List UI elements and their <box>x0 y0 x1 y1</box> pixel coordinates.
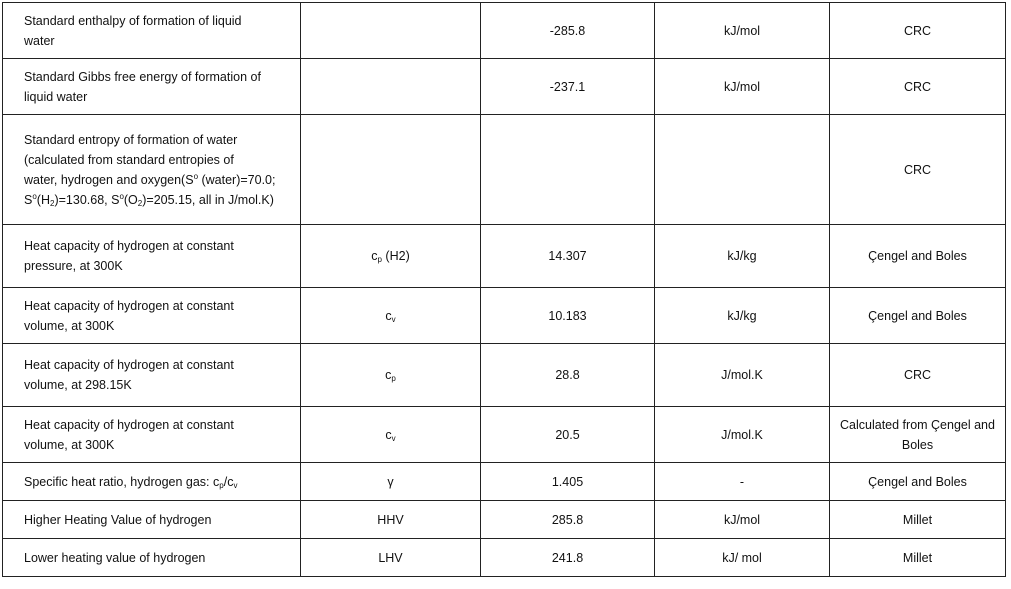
text-run: Higher Heating Value of hydrogen <box>24 512 212 527</box>
subscript: 2 <box>50 198 55 208</box>
symbol-cell <box>301 463 481 501</box>
unit-cell: - <box>655 463 830 501</box>
symbol-cell <box>301 225 481 288</box>
source-cell <box>830 288 1006 344</box>
text-run: CRC <box>903 79 932 94</box>
property-cell <box>3 501 301 539</box>
unit-cell: kJ/kg <box>655 225 830 288</box>
symbol-cell <box>301 501 481 539</box>
property-cell <box>3 463 301 501</box>
property-cell <box>3 225 301 288</box>
value-cell: 285.8 <box>481 501 655 539</box>
text-run: CRC <box>903 162 932 177</box>
property-cell <box>3 288 301 344</box>
subscript: p <box>391 374 396 383</box>
text-run: Çengel and Boles <box>868 308 967 323</box>
text-run: volume, at 298.15K <box>24 378 132 392</box>
symbol-cell <box>301 344 481 407</box>
thermo-properties-table <box>2 2 1006 577</box>
property-cell <box>3 539 301 577</box>
unit-cell: kJ/kg <box>655 288 830 344</box>
unit-cell: kJ/ mol <box>655 539 830 577</box>
subscript: v <box>233 480 238 490</box>
text-run: Boles <box>901 437 934 452</box>
table-row <box>3 539 1006 577</box>
value-cell: 241.8 <box>481 539 655 577</box>
text-run: Specific heat ratio, hydrogen gas: c <box>24 474 220 489</box>
text-run: Millet <box>902 512 933 527</box>
text-run: (H2) <box>381 249 410 263</box>
text-run: Heat capacity of hydrogen at constant <box>24 417 234 432</box>
source-cell <box>830 59 1006 115</box>
text-run: γ <box>387 474 394 489</box>
unit-cell: kJ/mol <box>655 501 830 539</box>
superscript: o <box>193 171 199 181</box>
table-row <box>3 344 1006 407</box>
text-run: /c <box>223 474 234 489</box>
table-row <box>3 115 1006 225</box>
text-run: volume, at 300K <box>24 437 115 452</box>
text-run: CRC <box>903 23 932 38</box>
value-cell: -237.1 <box>481 59 655 115</box>
text-run: (water)=70.0; <box>198 172 276 187</box>
text-run: liquid water <box>24 89 88 104</box>
unit-cell: J/mol.K <box>655 407 830 463</box>
text-run: Standard entropy of formation of water <box>24 132 238 147</box>
source-cell <box>830 115 1006 225</box>
text-run: Standard enthalpy of formation of liquid <box>24 13 242 28</box>
text-run: water, hydrogen and oxygen(S <box>24 172 194 187</box>
text-run: Lower heating value of hydrogen <box>24 550 206 565</box>
text-run: )=130.68, S <box>54 192 120 207</box>
value-cell: 10.183 <box>481 288 655 344</box>
value-cell: 14.307 <box>481 225 655 288</box>
text-run: CRC <box>903 368 932 382</box>
value-cell: 20.5 <box>481 407 655 463</box>
source-cell <box>830 225 1006 288</box>
property-cell <box>3 407 301 463</box>
source-cell <box>830 344 1006 407</box>
subscript: 2 <box>137 198 143 208</box>
table-row <box>3 463 1006 501</box>
subscript: v <box>391 314 396 324</box>
subscript: v <box>391 433 396 443</box>
symbol-cell <box>301 288 481 344</box>
text-run: Millet <box>902 550 933 565</box>
text-run: volume, at 300K <box>24 318 115 333</box>
property-cell <box>3 115 301 225</box>
subscript: p <box>219 480 224 490</box>
symbol-cell <box>301 539 481 577</box>
text-run: (O <box>123 192 138 207</box>
text-run: Çengel and Boles <box>868 249 967 263</box>
table-row <box>3 225 1006 288</box>
property-cell <box>3 59 301 115</box>
unit-cell: J/mol.K <box>655 344 830 407</box>
table-row <box>3 288 1006 344</box>
symbol-cell <box>301 407 481 463</box>
unit-cell <box>655 115 830 225</box>
value-cell <box>481 115 655 225</box>
text-run: c <box>385 427 392 442</box>
text-run: Çengel and Boles <box>868 474 967 489</box>
text-run: Heat capacity of hydrogen at constant <box>24 298 234 313</box>
text-run: S <box>24 192 33 207</box>
source-cell <box>830 3 1006 59</box>
source-cell <box>830 539 1006 577</box>
source-cell <box>830 463 1006 501</box>
superscript: o <box>119 191 124 201</box>
text-run: HHV <box>377 512 404 527</box>
source-cell <box>830 407 1006 463</box>
text-run: c <box>385 308 392 323</box>
text-run: c <box>385 368 392 382</box>
source-cell <box>830 501 1006 539</box>
value-cell: -285.8 <box>481 3 655 59</box>
value-cell: 1.405 <box>481 463 655 501</box>
text-run: )=205.15, all in J/mol.K) <box>142 192 274 207</box>
unit-cell: kJ/mol <box>655 3 830 59</box>
value-cell: 28.8 <box>481 344 655 407</box>
text-run: LHV <box>378 550 403 565</box>
superscript: o <box>32 191 37 201</box>
text-run: water <box>24 33 55 48</box>
symbol-cell <box>301 3 481 59</box>
text-run: (calculated from standard entropies of <box>24 152 234 167</box>
text-run: Heat capacity of hydrogen at constant <box>24 358 234 372</box>
text-run: Calculated from Çengel and <box>840 417 995 432</box>
symbol-cell <box>301 115 481 225</box>
text-run: Standard Gibbs free energy of formation of <box>24 69 261 84</box>
table-row <box>3 59 1006 115</box>
symbol-cell <box>301 59 481 115</box>
text-run: (H <box>36 192 50 207</box>
text-run: Heat capacity of hydrogen at constant <box>24 239 234 253</box>
unit-cell: kJ/mol <box>655 59 830 115</box>
table-body <box>3 3 1006 577</box>
text-run: pressure, at 300K <box>24 259 123 273</box>
table-row <box>3 407 1006 463</box>
text-run: c <box>371 249 378 263</box>
table-row <box>3 3 1006 59</box>
table-row <box>3 501 1006 539</box>
property-cell <box>3 344 301 407</box>
subscript: p <box>377 255 382 264</box>
property-cell <box>3 3 301 59</box>
